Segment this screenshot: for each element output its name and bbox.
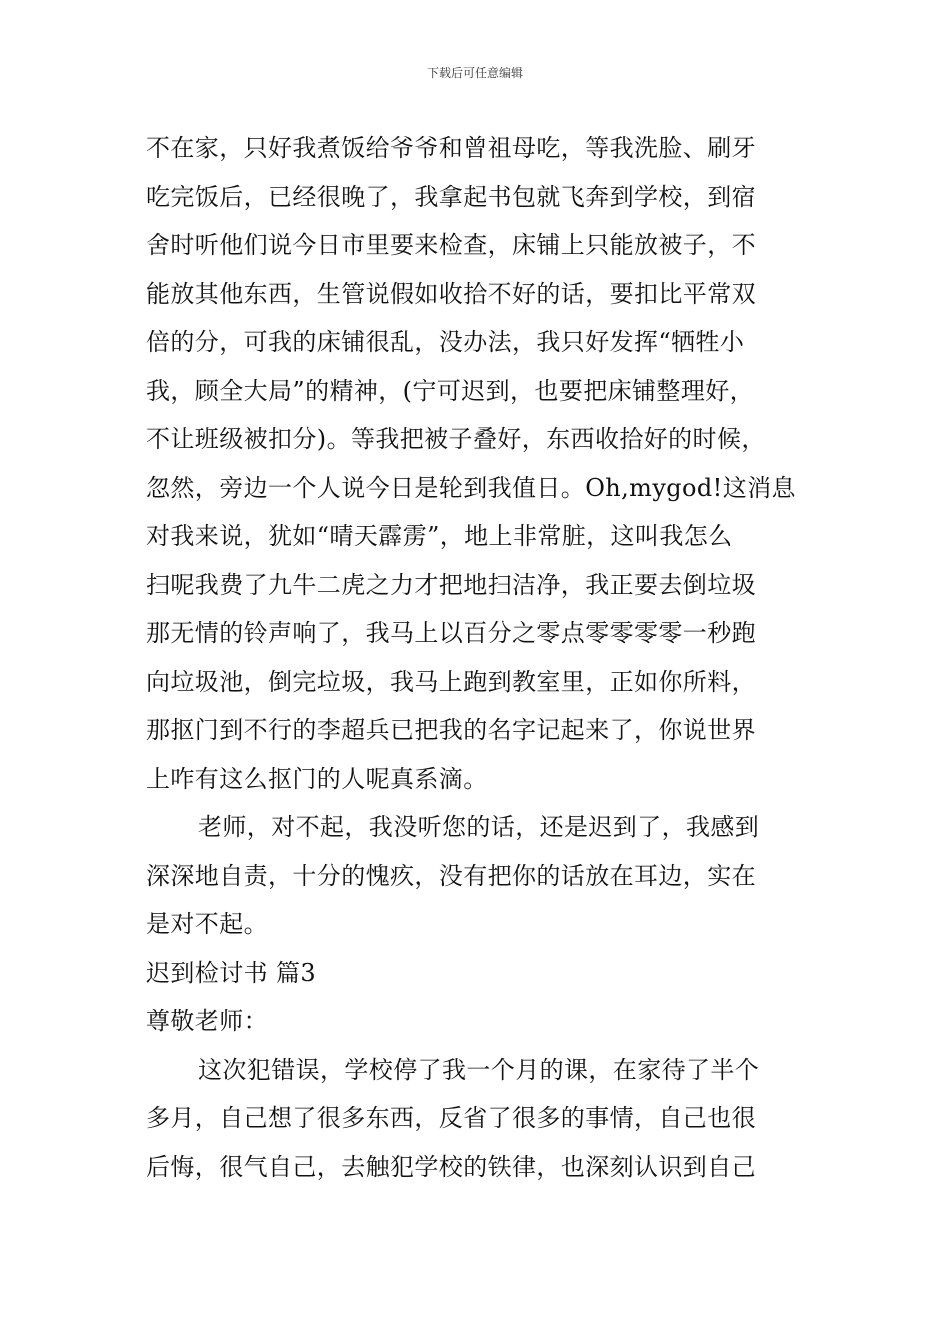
paragraph-line: 对我来说，犹如“晴天霹雳”，地上非常脏，这叫我怎么 [146,522,733,550]
paragraph-line: 扫呢我费了九牛二虎之力才把地扫洁净，我正要去倒垃圾 [146,570,756,599]
paragraph-line: 忽然，旁边一个人说今日是轮到我值日。Oh,mygod!这消息 [146,473,796,502]
paragraph-line: 后悔，很气自己，去触犯学校的铁律，也深刻认识到自己 [146,1152,756,1181]
paragraph-line: 上咋有这么抠门的人呢真系滴。 [146,764,488,793]
paragraph-line: 能放其他东西，生管说假如收拾不好的话，要扣比平常双 [146,279,756,308]
paragraph-line: 不在家，只好我煮饭给爷爷和曾祖母吃，等我洗脸、刷牙 [146,134,756,162]
paragraph-line: 老师，对不起，我没听您的话，还是迟到了，我感到 [198,813,760,841]
paragraph-line: 向垃圾池，倒完垃圾，我马上跑到教室里，正如你所料， [146,667,756,696]
paragraph-line: 那抠门到不行的李超兵已把我的名字记起来了，你说世界 [146,716,756,744]
section-heading: 迟到检讨书 篇3 [146,958,317,987]
paragraph-line: 吃完饭后，已经很晚了，我拿起书包就飞奔到学校，到宿 [146,182,756,211]
paragraph-line: 是对不起。 [146,910,268,938]
paragraph-line: 我，顾全大局”的精神，(宁可迟到，也要把床铺整理好， [146,376,755,405]
paragraph-line: 不让班级被扣分)。等我把被子叠好，东西收拾好的时候， [146,425,766,453]
paragraph-line: 舍时听他们说今日市里要来检查，床铺上只能放被子，不 [146,231,756,259]
paragraph-line: 多月，自己想了很多东西，反省了很多的事情，自己也很 [146,1104,756,1132]
page-header: 下载后可任意编辑 [426,66,523,80]
salutation: 尊敬老师： [146,1007,268,1035]
document-body [146,124,806,1191]
paragraph-line: 倍的分，可我的床铺很乱，没办法，我只好发挥“牺牲小 [146,328,745,356]
paragraph-line: 那无情的铃声响了，我马上以百分之零点零零零零一秒跑 [146,619,756,647]
paragraph-line: 深深地自责，十分的愧疚，没有把你的话放在耳边，实在 [146,861,756,890]
paragraph-line: 这次犯错误，学校停了我一个月的课，在家待了半个 [198,1055,760,1084]
